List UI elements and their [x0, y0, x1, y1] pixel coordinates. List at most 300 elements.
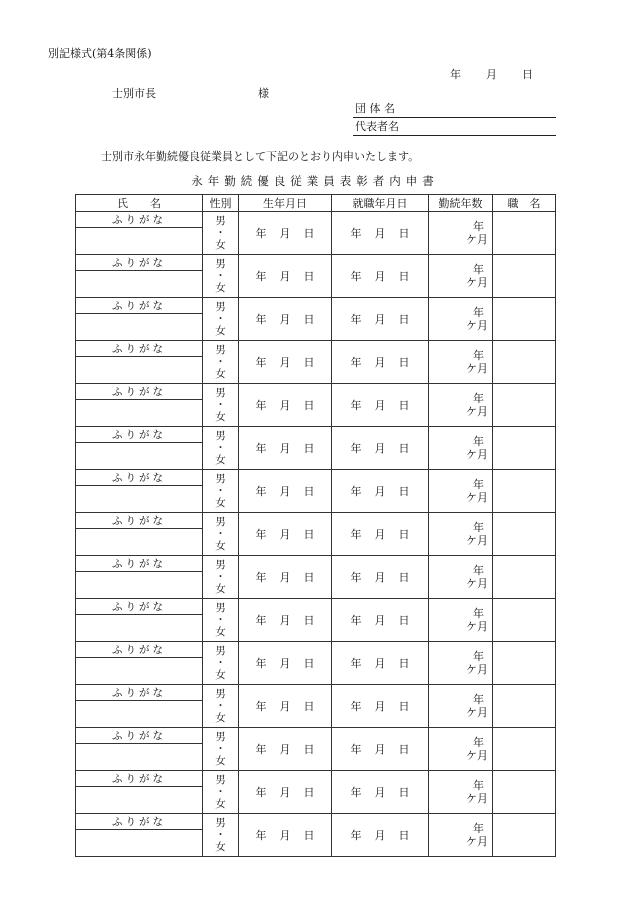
sex-dot: ・: [215, 313, 226, 325]
table-row: [76, 427, 556, 443]
position-cell[interactable]: [493, 255, 556, 298]
sex-male: 男: [215, 430, 226, 442]
employment-day: 日: [398, 528, 410, 541]
birth-day: 日: [303, 657, 315, 670]
birth-month: 月: [279, 485, 291, 498]
sex-dot: ・: [215, 528, 226, 540]
table-row: [76, 255, 556, 271]
tenure-cell[interactable]: [429, 427, 493, 470]
employment-day: 日: [398, 614, 410, 627]
birth-day: 日: [303, 442, 315, 455]
employment-month: 月: [374, 829, 386, 842]
header-birth-date: 生年月日: [239, 195, 332, 212]
birth-year: 年: [255, 786, 267, 799]
document-title: 永年勤続優良従業員表彰者内申書: [191, 174, 439, 188]
name-cell[interactable]: [76, 658, 203, 685]
birth-day: 日: [303, 743, 315, 756]
birth-day: 日: [303, 614, 315, 627]
tenure-cell[interactable]: [429, 556, 493, 599]
birth-year: 年: [255, 313, 267, 326]
tenure-cell[interactable]: [429, 341, 493, 384]
furigana-cell[interactable]: ふりがな: [76, 771, 203, 787]
birth-date-cell[interactable]: [239, 685, 332, 728]
employment-year: 年: [350, 356, 362, 369]
employment-day: 日: [398, 313, 410, 326]
sex-cell[interactable]: [203, 298, 239, 341]
birth-month: 月: [279, 743, 291, 756]
employment-day: 日: [398, 571, 410, 584]
tenure-months: ケ月: [466, 620, 488, 633]
sex-cell[interactable]: [203, 255, 239, 298]
table-row: [76, 599, 556, 615]
nominee-rows: [76, 212, 556, 857]
birth-month: 月: [279, 528, 291, 541]
sex-cell[interactable]: [203, 685, 239, 728]
tenure-months: ケ月: [466, 491, 488, 504]
employment-year: 年: [350, 571, 362, 584]
sex-male: 男: [215, 473, 226, 485]
name-cell[interactable]: [76, 529, 203, 556]
furigana-cell[interactable]: ふりがな: [76, 685, 203, 701]
tenure-months: ケ月: [466, 706, 488, 719]
birth-day: 日: [303, 270, 315, 283]
sex-female: 女: [215, 583, 226, 595]
representative-name-label: 代表者名: [355, 120, 399, 133]
table-row: [76, 298, 556, 314]
employment-year: 年: [350, 485, 362, 498]
tenure-years: 年: [473, 650, 484, 663]
employment-date-cell[interactable]: [332, 341, 429, 384]
birth-month: 月: [279, 270, 291, 283]
employment-year: 年: [350, 614, 362, 627]
tenure-cell[interactable]: [429, 642, 493, 685]
sex-female: 女: [215, 540, 226, 552]
sex-dot: ・: [215, 270, 226, 282]
birth-year: 年: [255, 442, 267, 455]
organization-name-label: 団 体 名: [355, 102, 395, 115]
position-cell[interactable]: [493, 814, 556, 857]
employment-day: 日: [398, 485, 410, 498]
employment-date-cell[interactable]: [332, 728, 429, 771]
date-day: 日: [522, 68, 533, 81]
tenure-months: ケ月: [466, 749, 488, 762]
sex-dot: ・: [215, 485, 226, 497]
sex-cell[interactable]: [203, 814, 239, 857]
birth-date-cell[interactable]: [239, 298, 332, 341]
date-year: 年: [450, 68, 461, 81]
tenure-years: 年: [473, 435, 484, 448]
birth-year: 年: [255, 399, 267, 412]
employment-year: 年: [350, 270, 362, 283]
sex-female: 女: [215, 239, 226, 251]
tenure-months: ケ月: [466, 663, 488, 676]
furigana-cell[interactable]: ふりがな: [76, 255, 203, 271]
position-cell[interactable]: [493, 642, 556, 685]
name-cell[interactable]: [76, 271, 203, 298]
employment-date-cell[interactable]: [332, 212, 429, 255]
name-cell[interactable]: [76, 400, 203, 427]
addressee: 士別市長: [112, 87, 156, 100]
birth-month: 月: [279, 442, 291, 455]
birth-day: 日: [303, 399, 315, 412]
sex-female: 女: [215, 497, 226, 509]
employment-month: 月: [374, 571, 386, 584]
header-name: 氏 名: [76, 195, 203, 212]
employment-date-cell[interactable]: [332, 642, 429, 685]
position-cell[interactable]: [493, 384, 556, 427]
birth-day: 日: [303, 227, 315, 240]
employment-date-cell[interactable]: [332, 814, 429, 857]
name-cell[interactable]: [76, 830, 203, 857]
name-cell[interactable]: [76, 228, 203, 255]
birth-year: 年: [255, 700, 267, 713]
employment-date-cell[interactable]: [332, 384, 429, 427]
position-cell[interactable]: [493, 728, 556, 771]
birth-day: 日: [303, 485, 315, 498]
birth-year: 年: [255, 743, 267, 756]
employment-year: 年: [350, 227, 362, 240]
birth-year: 年: [255, 270, 267, 283]
furigana-cell[interactable]: ふりがな: [76, 341, 203, 357]
header-employment-date: 就職年月日: [332, 195, 429, 212]
furigana-cell[interactable]: ふりがな: [76, 298, 203, 314]
birth-date-cell[interactable]: [239, 513, 332, 556]
name-cell[interactable]: [76, 357, 203, 384]
furigana-cell[interactable]: ふりがな: [76, 728, 203, 744]
birth-date-cell[interactable]: [239, 771, 332, 814]
tenure-years: 年: [473, 736, 484, 749]
employment-date-cell[interactable]: [332, 513, 429, 556]
table-row: [76, 556, 556, 572]
position-cell[interactable]: [493, 771, 556, 814]
furigana-cell[interactable]: ふりがな: [76, 470, 203, 486]
tenure-months: ケ月: [466, 448, 488, 461]
employment-month: 月: [374, 270, 386, 283]
birth-month: 月: [279, 614, 291, 627]
employment-day: 日: [398, 270, 410, 283]
position-cell[interactable]: [493, 341, 556, 384]
birth-date-cell[interactable]: [239, 427, 332, 470]
furigana-cell[interactable]: ふりがな: [76, 212, 203, 228]
furigana-cell[interactable]: ふりがな: [76, 556, 203, 572]
birth-date-cell[interactable]: [239, 814, 332, 857]
position-cell[interactable]: [493, 427, 556, 470]
birth-day: 日: [303, 356, 315, 369]
employment-day: 日: [398, 442, 410, 455]
tenure-months: ケ月: [466, 577, 488, 590]
sex-cell[interactable]: [203, 427, 239, 470]
table-row: [76, 728, 556, 744]
birth-date-cell[interactable]: [239, 255, 332, 298]
name-cell[interactable]: [76, 787, 203, 814]
birth-day: 日: [303, 313, 315, 326]
position-cell[interactable]: [493, 685, 556, 728]
birth-date-cell[interactable]: [239, 212, 332, 255]
form-reference: 別記様式(第4条関係): [48, 47, 152, 60]
sex-male: 男: [215, 731, 226, 743]
birth-year: 年: [255, 485, 267, 498]
employment-month: 月: [374, 485, 386, 498]
tenure-cell[interactable]: [429, 685, 493, 728]
birth-month: 月: [279, 227, 291, 240]
tenure-years: 年: [473, 263, 484, 276]
employment-month: 月: [374, 786, 386, 799]
tenure-cell[interactable]: [429, 255, 493, 298]
employment-date-cell[interactable]: [332, 427, 429, 470]
employment-year: 年: [350, 442, 362, 455]
birth-month: 月: [279, 657, 291, 670]
sex-cell[interactable]: [203, 642, 239, 685]
sex-cell[interactable]: [203, 470, 239, 513]
employment-date-cell[interactable]: [332, 298, 429, 341]
table-row: [76, 384, 556, 400]
birth-month: 月: [279, 829, 291, 842]
tenure-cell[interactable]: [429, 771, 493, 814]
birth-day: 日: [303, 786, 315, 799]
sex-male: 男: [215, 215, 226, 227]
employment-month: 月: [374, 528, 386, 541]
tenure-years: 年: [473, 693, 484, 706]
tenure-cell[interactable]: [429, 470, 493, 513]
tenure-cell[interactable]: [429, 814, 493, 857]
tenure-years: 年: [473, 564, 484, 577]
tenure-years: 年: [473, 779, 484, 792]
employment-year: 年: [350, 657, 362, 670]
employment-month: 月: [374, 442, 386, 455]
employment-month: 月: [374, 313, 386, 326]
submission-date: [450, 66, 533, 82]
birth-day: 日: [303, 571, 315, 584]
sex-female: 女: [215, 626, 226, 638]
tenure-months: ケ月: [466, 276, 488, 289]
furigana-cell[interactable]: ふりがな: [76, 642, 203, 658]
employment-month: 月: [374, 657, 386, 670]
table-row: [76, 814, 556, 830]
name-cell[interactable]: [76, 443, 203, 470]
employment-date-cell[interactable]: [332, 556, 429, 599]
sex-female: 女: [215, 841, 226, 853]
employment-year: 年: [350, 399, 362, 412]
sex-female: 女: [215, 712, 226, 724]
sex-dot: ・: [215, 700, 226, 712]
position-cell[interactable]: [493, 298, 556, 341]
furigana-cell[interactable]: ふりがな: [76, 814, 203, 830]
table-row: [76, 513, 556, 529]
tenure-years: 年: [473, 220, 484, 233]
birth-date-cell[interactable]: [239, 384, 332, 427]
name-cell[interactable]: [76, 744, 203, 771]
date-month: 月: [486, 68, 497, 81]
birth-month: 月: [279, 571, 291, 584]
birth-year: 年: [255, 614, 267, 627]
furigana-cell[interactable]: ふりがな: [76, 513, 203, 529]
birth-date-cell[interactable]: [239, 470, 332, 513]
birth-date-cell[interactable]: [239, 556, 332, 599]
name-cell[interactable]: [76, 701, 203, 728]
tenure-cell[interactable]: [429, 513, 493, 556]
sex-cell[interactable]: [203, 341, 239, 384]
employment-date-cell[interactable]: [332, 255, 429, 298]
birth-year: 年: [255, 356, 267, 369]
birth-year: 年: [255, 227, 267, 240]
sex-female: 女: [215, 669, 226, 681]
birth-date-cell[interactable]: [239, 728, 332, 771]
sex-dot: ・: [215, 657, 226, 669]
sex-dot: ・: [215, 786, 226, 798]
employment-day: 日: [398, 356, 410, 369]
tenure-cell[interactable]: [429, 212, 493, 255]
sex-female: 女: [215, 798, 226, 810]
table-row: [76, 212, 556, 228]
tenure-years: 年: [473, 392, 484, 405]
birth-date-cell[interactable]: [239, 599, 332, 642]
sex-male: 男: [215, 258, 226, 270]
table-row: [76, 642, 556, 658]
birth-month: 月: [279, 313, 291, 326]
sex-cell[interactable]: [203, 556, 239, 599]
employment-month: 月: [374, 356, 386, 369]
employment-date-cell[interactable]: [332, 470, 429, 513]
employment-day: 日: [398, 657, 410, 670]
position-cell[interactable]: [493, 470, 556, 513]
tenure-cell[interactable]: [429, 728, 493, 771]
employment-date-cell[interactable]: [332, 771, 429, 814]
tenure-cell[interactable]: [429, 599, 493, 642]
tenure-cell[interactable]: [429, 384, 493, 427]
birth-year: 年: [255, 528, 267, 541]
name-cell[interactable]: [76, 486, 203, 513]
furigana-cell[interactable]: ふりがな: [76, 384, 203, 400]
sex-male: 男: [215, 774, 226, 786]
position-cell[interactable]: [493, 513, 556, 556]
birth-month: 月: [279, 399, 291, 412]
sex-cell[interactable]: [203, 771, 239, 814]
name-cell[interactable]: [76, 615, 203, 642]
birth-date-cell[interactable]: [239, 341, 332, 384]
employment-date-cell[interactable]: [332, 685, 429, 728]
birth-date-cell[interactable]: [239, 642, 332, 685]
table-row: [76, 341, 556, 357]
header-position: 職 名: [493, 195, 556, 212]
furigana-cell[interactable]: ふりがな: [76, 599, 203, 615]
birth-month: 月: [279, 700, 291, 713]
sex-dot: ・: [215, 227, 226, 239]
sex-cell[interactable]: [203, 599, 239, 642]
sex-male: 男: [215, 645, 226, 657]
employment-year: 年: [350, 528, 362, 541]
sex-cell[interactable]: [203, 513, 239, 556]
furigana-cell[interactable]: ふりがな: [76, 427, 203, 443]
sex-male: 男: [215, 344, 226, 356]
birth-day: 日: [303, 829, 315, 842]
table-row: [76, 771, 556, 787]
name-cell[interactable]: [76, 572, 203, 599]
organization-name-field[interactable]: [353, 101, 556, 118]
addressee-honorific: 様: [258, 87, 269, 100]
name-cell[interactable]: [76, 314, 203, 341]
tenure-years: 年: [473, 478, 484, 491]
sex-male: 男: [215, 602, 226, 614]
employment-year: 年: [350, 786, 362, 799]
employment-day: 日: [398, 399, 410, 412]
tenure-months: ケ月: [466, 319, 488, 332]
sex-male: 男: [215, 516, 226, 528]
tenure-years: 年: [473, 521, 484, 534]
sex-dot: ・: [215, 571, 226, 583]
employment-month: 月: [374, 743, 386, 756]
sex-dot: ・: [215, 829, 226, 841]
tenure-months: ケ月: [466, 362, 488, 375]
nominee-table: [75, 194, 556, 857]
sex-male: 男: [215, 301, 226, 313]
header-tenure: 勤続年数: [429, 195, 493, 212]
sex-female: 女: [215, 755, 226, 767]
sex-male: 男: [215, 817, 226, 829]
employment-day: 日: [398, 743, 410, 756]
birth-year: 年: [255, 657, 267, 670]
sex-cell[interactable]: [203, 384, 239, 427]
table-row: [76, 685, 556, 701]
birth-month: 月: [279, 786, 291, 799]
sex-female: 女: [215, 454, 226, 466]
employment-month: 月: [374, 700, 386, 713]
representative-name-field[interactable]: [353, 119, 556, 136]
tenure-years: 年: [473, 306, 484, 319]
header-sex: 性別: [203, 195, 239, 212]
birth-month: 月: [279, 356, 291, 369]
sex-dot: ・: [215, 743, 226, 755]
sex-male: 男: [215, 387, 226, 399]
sex-female: 女: [215, 411, 226, 423]
employment-day: 日: [398, 829, 410, 842]
employment-year: 年: [350, 743, 362, 756]
employment-date-cell[interactable]: [332, 599, 429, 642]
tenure-months: ケ月: [466, 233, 488, 246]
sex-male: 男: [215, 688, 226, 700]
sex-dot: ・: [215, 614, 226, 626]
sex-female: 女: [215, 282, 226, 294]
sex-female: 女: [215, 368, 226, 380]
position-cell[interactable]: [493, 212, 556, 255]
employment-day: 日: [398, 786, 410, 799]
employment-day: 日: [398, 700, 410, 713]
sex-female: 女: [215, 325, 226, 337]
employment-year: 年: [350, 700, 362, 713]
tenure-months: ケ月: [466, 534, 488, 547]
tenure-years: 年: [473, 822, 484, 835]
birth-day: 日: [303, 528, 315, 541]
employment-month: 月: [374, 614, 386, 627]
employment-day: 日: [398, 227, 410, 240]
tenure-months: ケ月: [466, 405, 488, 418]
tenure-cell[interactable]: [429, 298, 493, 341]
sex-cell[interactable]: [203, 212, 239, 255]
tenure-years: 年: [473, 607, 484, 620]
sex-dot: ・: [215, 399, 226, 411]
intro-sentence: 士別市永年勤続優良従業員として下記のとおり内申いたします。: [101, 150, 420, 163]
employment-month: 月: [374, 399, 386, 412]
table-row: [76, 470, 556, 486]
position-cell[interactable]: [493, 599, 556, 642]
sex-male: 男: [215, 559, 226, 571]
birth-year: 年: [255, 571, 267, 584]
sex-dot: ・: [215, 442, 226, 454]
position-cell[interactable]: [493, 556, 556, 599]
employment-year: 年: [350, 313, 362, 326]
sex-cell[interactable]: [203, 728, 239, 771]
tenure-months: ケ月: [466, 835, 488, 848]
tenure-years: 年: [473, 349, 484, 362]
